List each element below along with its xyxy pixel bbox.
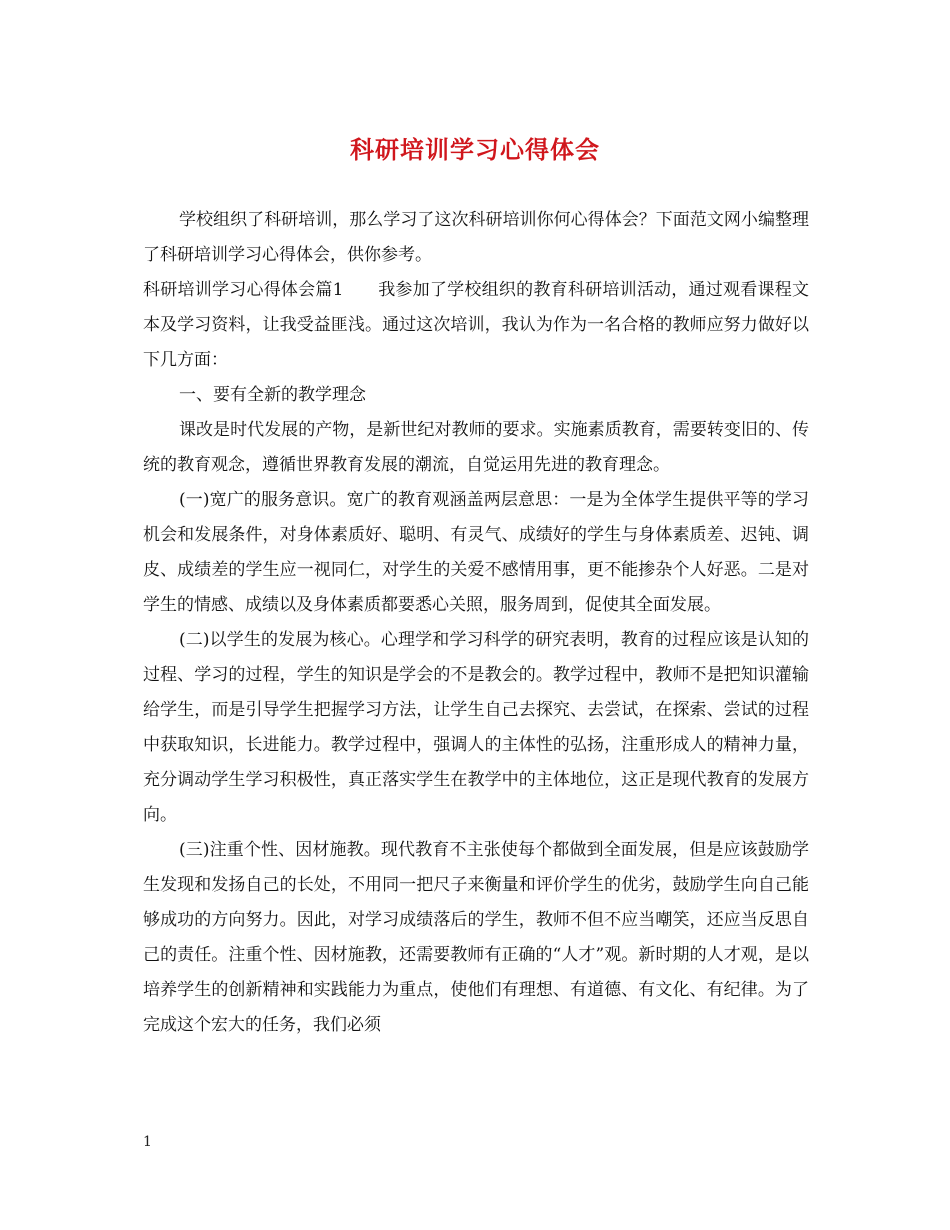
paragraph-point-2: (二)以学生的发展为核心。心理学和学习科学的研究表明，教育的过程应该是认知的过程、学习的过程，学生的知识是学会的不是教会的。教学过程中，教师不是把知识灌输给学生，而是引导学生把握学习方法，让学生自己去探究、去尝试，在探索、尝试的过程中获取知识，长进能力。教学过程中，强调人的主体性的弘扬，注重形成人的精神力量，充分调动学生学习积极性，真正落实学生在教学中的主体地位，这正是现代教育的发展方向。	[143, 630, 809, 825]
paragraph-intro: 学校组织了科研培训，那么学习了这次科研培训你何心得体会？下面范文网小编整理了科研培训学习心得体会，供你参考。	[143, 210, 809, 265]
section-heading-1: 一、要有全新的教学理念	[179, 385, 366, 405]
paragraph-chapter-1: 科研培训学习心得体会篇1 我参加了学校组织的教育科研培训活动，通过观看课程文本及学习资料，让我受益匪浅。通过这次培训，我认为作为一名合格的教师应努力做好以下几方面：	[143, 280, 809, 370]
paragraph-point-1: (一)宽广的服务意识。宽广的教育观涵盖两层意思：一是为全体学生提供平等的学习机会和发展条件，对身体素质好、聪明、有灵气、成绩好的学生与身体素质差、迟钝、调皮、成绩差的学生应一视同仁，对学生的关爱不感情用事，更不能掺杂个人好恶。二是对学生的情感、成绩以及身体素质都要悉心关照，服务周到，促使其全面发展。	[143, 490, 809, 615]
page-number: 1	[143, 1134, 152, 1150]
paragraph-curriculum-reform: 课改是时代发展的产物，是新世纪对教师的要求。实施素质教育，需要转变旧的、传统的教育观念，遵循世界教育发展的潮流，自觉运用先进的教育理念。	[143, 420, 809, 475]
paragraph-point-3: (三)注重个性、因材施教。现代教育不主张使每个都做到全面发展，但是应该鼓励学生发现和发扬自己的长处，不用同一把尺子来衡量和评价学生的优劣，鼓励学生向自己能够成功的方向努力。因此，对学习成绩落后的学生，教师不但不应当嘲笑，还应当反思自己的责任。注重个性、因材施教，还需要教师有正确的“人才”观。新时期的人才观，是以培养学生的创新精神和实践能力为重点，使他们有理想、有道德、有文化、有纪律。为了完成这个宏大的任务，我们必须	[143, 840, 809, 1035]
document-title: 科研培训学习心得体会	[350, 135, 600, 164]
document-body	[143, 203, 809, 1043]
